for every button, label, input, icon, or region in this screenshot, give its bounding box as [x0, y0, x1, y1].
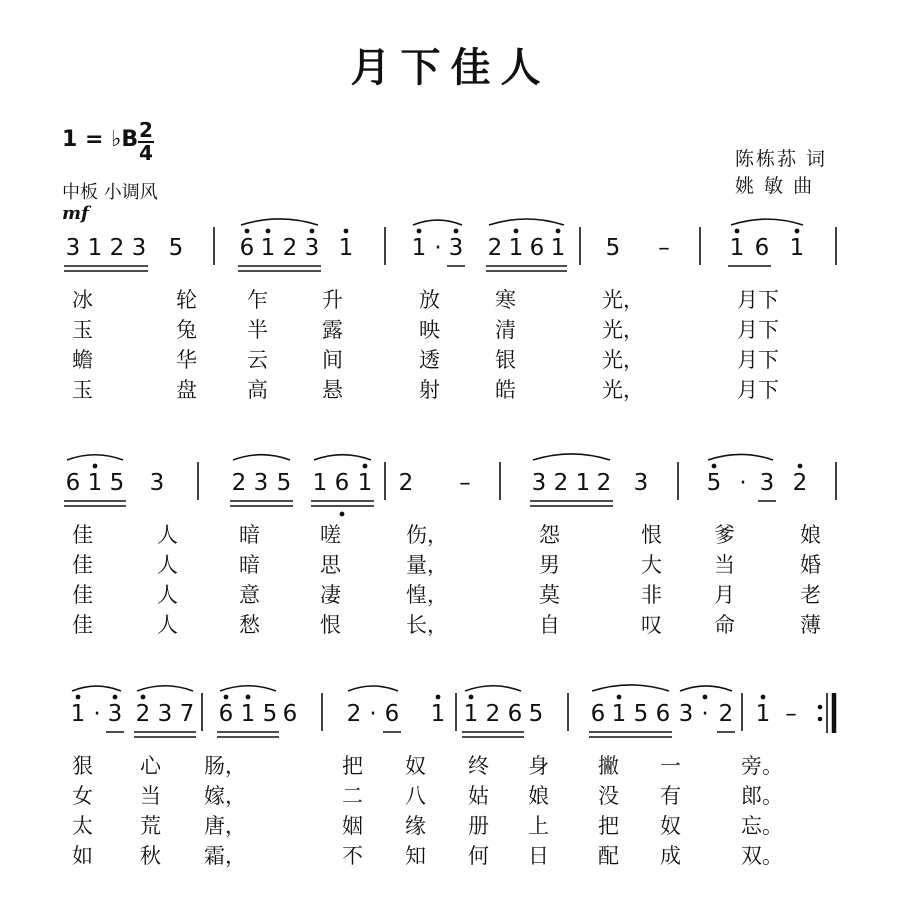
- repeat-dot: [818, 717, 823, 722]
- note: 1: [430, 701, 446, 727]
- lyric-syllable: 姻: [342, 814, 363, 838]
- lyric-syllable: 惶，: [406, 583, 448, 607]
- lyric-syllable: 透: [419, 348, 440, 372]
- note: 3: [253, 470, 269, 496]
- note: 2: [553, 470, 569, 496]
- lyric-syllable: 成: [660, 844, 681, 868]
- note: 1: [70, 701, 86, 727]
- octave-dot: [712, 464, 717, 469]
- note: 5: [276, 470, 292, 496]
- note: 5: [605, 235, 621, 261]
- slur: [533, 454, 610, 460]
- lyric-syllable: 姑: [468, 784, 489, 808]
- lyric-syllable: 如: [72, 844, 93, 868]
- lyric-syllable: 把: [342, 754, 363, 778]
- octave-dot: [141, 695, 146, 700]
- lyric-syllable: 非: [641, 583, 662, 607]
- lyric-syllable: 人: [157, 583, 178, 607]
- lyric-syllable: 云: [247, 348, 268, 372]
- lyric-syllable: 皓: [495, 378, 516, 402]
- lyric-syllable: 暗: [239, 553, 260, 577]
- note: 1: [463, 701, 479, 727]
- lyric-syllable: 高: [247, 378, 268, 402]
- lyric-syllable: 狠: [72, 754, 93, 778]
- lyric-syllable: 郎。: [741, 784, 783, 808]
- lyric-syllable: 霜，: [204, 844, 246, 868]
- octave-dot: [798, 464, 803, 469]
- lyric-syllable: 光，: [602, 288, 644, 312]
- lyric-syllable: 老: [800, 583, 821, 607]
- lyric-syllable: 月下: [737, 348, 779, 372]
- note: 1: [87, 470, 103, 496]
- lyric-syllable: 恨: [320, 613, 341, 637]
- lyric-syllable: 嫁，: [204, 784, 246, 808]
- lyric-syllable: 太: [72, 814, 93, 838]
- lyric-syllable: 露: [322, 318, 343, 342]
- note: 2: [109, 235, 125, 261]
- slur: [413, 220, 462, 225]
- note: 1: [240, 701, 256, 727]
- lyric-syllable: 当: [714, 553, 735, 577]
- lyric-syllable: 身: [528, 754, 549, 778]
- lyric-syllable: 冰: [72, 288, 93, 312]
- octave-dot: [113, 695, 118, 700]
- octave-dot: [735, 229, 740, 234]
- lyric-syllable: 佳: [72, 553, 93, 577]
- note: 6: [282, 701, 298, 727]
- lyric-syllable: 上: [528, 814, 549, 838]
- lyric-syllable: 大: [641, 553, 662, 577]
- note: 1: [755, 701, 771, 727]
- note: 6: [384, 701, 400, 727]
- note: 3: [448, 235, 464, 261]
- lyric-syllable: 不: [342, 844, 363, 868]
- lyric-syllable: 恨: [641, 523, 662, 547]
- lyric-syllable: 间: [322, 348, 343, 372]
- note: 3: [759, 470, 775, 496]
- lyric-syllable: 半: [247, 318, 268, 342]
- lyric-syllable: 唐，: [204, 814, 246, 838]
- note: 6: [529, 235, 545, 261]
- slur: [489, 219, 564, 225]
- note: ·: [434, 235, 442, 261]
- lyric-syllable: 册: [468, 814, 489, 838]
- lyric-syllable: 人: [157, 553, 178, 577]
- octave-dot: [266, 229, 271, 234]
- note: 2: [135, 701, 151, 727]
- note: 3: [633, 470, 649, 496]
- note: 5: [706, 470, 722, 496]
- slur: [592, 685, 669, 691]
- octave-dot: [795, 229, 800, 234]
- lyric-syllable: 轮: [176, 288, 197, 312]
- repeat-dot: [818, 705, 823, 710]
- octave-dot: [310, 229, 315, 234]
- note: 1: [508, 235, 524, 261]
- lyric-syllable: 心: [140, 754, 161, 778]
- note: 2: [596, 470, 612, 496]
- octave-dot: [514, 229, 519, 234]
- lyric-syllable: 兔: [176, 318, 197, 342]
- lyric-syllable: 放: [419, 288, 440, 312]
- slur: [241, 219, 318, 225]
- lyric-syllable: 光，: [602, 348, 644, 372]
- note: 3: [678, 701, 694, 727]
- lyric-syllable: 命: [714, 613, 735, 637]
- lyric-syllable: 华: [176, 348, 197, 372]
- note: 6: [507, 701, 523, 727]
- note: 1: [575, 470, 591, 496]
- lyric-syllable: 怨: [539, 523, 560, 547]
- lyric-syllable: 把: [598, 814, 619, 838]
- lyric-syllable: 女: [72, 784, 93, 808]
- note: 3: [531, 470, 547, 496]
- dynamic-marking: mf: [62, 203, 89, 224]
- note: 2: [346, 701, 362, 727]
- lyric-syllable: 奴: [405, 754, 426, 778]
- lyric-syllable: 忘。: [741, 814, 783, 838]
- lyric-syllable: 蟾: [72, 348, 93, 372]
- lyric-syllable: 人: [157, 523, 178, 547]
- note: 3: [157, 701, 173, 727]
- lyric-syllable: 配: [598, 844, 619, 868]
- slur: [731, 219, 803, 225]
- lyric-syllable: 清: [495, 318, 516, 342]
- note: 5: [109, 470, 125, 496]
- slur: [465, 686, 521, 691]
- song-title: 月下佳人: [350, 44, 551, 91]
- note: 1: [729, 235, 745, 261]
- note: 6: [334, 470, 350, 496]
- lyric-syllable: 知: [405, 844, 426, 868]
- lyric-syllable: 没: [598, 784, 619, 808]
- octave-dot: [761, 695, 766, 700]
- octave-dot: [344, 229, 349, 234]
- octave-dot: [556, 229, 561, 234]
- slur: [680, 686, 732, 691]
- note: ·: [93, 701, 101, 727]
- lyric-syllable: 月下: [737, 288, 779, 312]
- lyric-syllable: 射: [419, 378, 440, 402]
- octave-dot: [76, 695, 81, 700]
- octave-dot: [224, 695, 229, 700]
- note: 6: [239, 235, 255, 261]
- slur: [137, 686, 193, 691]
- note: 5: [528, 701, 544, 727]
- note: 5: [262, 701, 278, 727]
- note: 1: [550, 235, 566, 261]
- lyric-syllable: 悬: [322, 378, 343, 402]
- note: –: [459, 470, 471, 496]
- octave-dot: [245, 229, 250, 234]
- octave-dot: [436, 695, 441, 700]
- note: 3: [149, 470, 165, 496]
- note: 3: [304, 235, 320, 261]
- note: 1: [789, 235, 805, 261]
- key-signature: 1 = ♭B: [62, 127, 139, 152]
- note: ·: [739, 470, 747, 496]
- note: 1: [312, 470, 328, 496]
- slur: [348, 686, 398, 691]
- lyric-syllable: 寒: [495, 288, 516, 312]
- lyricist-credit: 陈栋荪 词: [735, 148, 828, 170]
- lyric-syllable: 盘: [176, 378, 197, 402]
- lyric-syllable: 人: [157, 613, 178, 637]
- note: ·: [369, 701, 377, 727]
- lyric-syllable: 银: [495, 348, 516, 372]
- note: 3: [107, 701, 123, 727]
- note: 2: [718, 701, 734, 727]
- note: 2: [231, 470, 247, 496]
- note: 3: [131, 235, 147, 261]
- note: 1: [260, 235, 276, 261]
- note: 1: [611, 701, 627, 727]
- lyric-syllable: 升: [322, 288, 343, 312]
- lyric-syllable: 意: [239, 583, 260, 607]
- lyric-syllable: 一: [660, 754, 681, 778]
- lyric-syllable: 光，: [602, 378, 644, 402]
- lyric-syllable: 日: [528, 844, 549, 868]
- lyric-syllable: 月下: [737, 318, 779, 342]
- octave-dot: [340, 512, 345, 517]
- slur: [72, 686, 121, 691]
- lyric-syllable: 娘: [800, 523, 821, 547]
- lyric-syllable: 二: [342, 784, 363, 808]
- lyric-syllable: 嗟: [320, 523, 341, 547]
- lyric-syllable: 佳: [72, 613, 93, 637]
- lyric-syllable: 莫: [539, 583, 560, 607]
- note: 2: [487, 235, 503, 261]
- octave-dot: [703, 695, 708, 700]
- lyric-syllable: 玉: [72, 318, 93, 342]
- slur: [220, 686, 276, 691]
- tempo-marking: 中板 小调风: [62, 182, 158, 203]
- lyric-syllable: 爹: [714, 523, 735, 547]
- octave-dot: [246, 695, 251, 700]
- lyric-syllable: 荒: [140, 814, 161, 838]
- octave-dot: [417, 229, 422, 234]
- note: 1: [87, 235, 103, 261]
- lyric-syllable: 当: [140, 784, 161, 808]
- lyric-syllable: 叹: [641, 613, 662, 637]
- note: ·: [701, 701, 709, 727]
- lyric-syllable: 撇: [598, 754, 619, 778]
- lyric-syllable: 月: [714, 583, 735, 607]
- octave-dot: [93, 464, 98, 469]
- time-signature-bottom: 4: [139, 141, 153, 165]
- note: –: [785, 701, 797, 727]
- lyric-syllable: 秋: [140, 844, 161, 868]
- slur: [314, 455, 371, 460]
- lyric-syllable: 肠，: [204, 754, 246, 778]
- lyric-syllable: 娘: [528, 784, 549, 808]
- lyric-syllable: 自: [539, 613, 560, 637]
- note: 1: [338, 235, 354, 261]
- note: 3: [65, 235, 81, 261]
- lyric-syllable: 佳: [72, 583, 93, 607]
- octave-dot: [469, 695, 474, 700]
- lyric-syllable: 玉: [72, 378, 93, 402]
- lyric-syllable: 佳: [72, 523, 93, 547]
- lyric-syllable: 婚: [800, 553, 821, 577]
- lyric-syllable: 终: [468, 754, 489, 778]
- lyric-syllable: 愁: [239, 613, 260, 637]
- lyric-syllable: 薄: [800, 613, 821, 637]
- note: 6: [655, 701, 671, 727]
- lyric-syllable: 伤，: [406, 523, 448, 547]
- lyric-syllable: 量，: [406, 553, 448, 577]
- note: 6: [218, 701, 234, 727]
- octave-dot: [363, 464, 368, 469]
- note: 2: [485, 701, 501, 727]
- note: 5: [168, 235, 184, 261]
- note: 6: [754, 235, 770, 261]
- note: 2: [282, 235, 298, 261]
- note: 5: [633, 701, 649, 727]
- octave-dot: [454, 229, 459, 234]
- lyric-syllable: 奴: [660, 814, 681, 838]
- lyric-syllable: 思: [320, 553, 341, 577]
- lyric-syllable: 光，: [602, 318, 644, 342]
- slur: [67, 455, 123, 460]
- lyric-syllable: 暗: [239, 523, 260, 547]
- lyric-syllable: 双。: [741, 844, 783, 868]
- lyric-syllable: 凄: [320, 583, 341, 607]
- note: 7: [179, 701, 195, 727]
- lyric-syllable: 月下: [737, 378, 779, 402]
- lyric-syllable: 长，: [406, 613, 448, 637]
- lyric-syllable: 缘: [405, 814, 426, 838]
- lyric-syllable: 八: [405, 784, 426, 808]
- note: –: [658, 235, 670, 261]
- lyric-syllable: 乍: [247, 288, 268, 312]
- note: 2: [792, 470, 808, 496]
- lyric-syllable: 映: [419, 318, 440, 342]
- slur: [233, 455, 290, 460]
- octave-dot: [617, 695, 622, 700]
- time-signature-top: 2: [139, 118, 153, 142]
- slur: [708, 454, 773, 460]
- lyric-syllable: 何: [468, 844, 489, 868]
- note: 6: [65, 470, 81, 496]
- note: 2: [398, 470, 414, 496]
- lyric-syllable: 男: [539, 553, 560, 577]
- note: 6: [590, 701, 606, 727]
- note: 1: [357, 470, 373, 496]
- composer-credit: 姚 敏 曲: [735, 175, 815, 197]
- note: 1: [411, 235, 427, 261]
- lyric-syllable: 有: [660, 784, 681, 808]
- lyric-syllable: 旁。: [741, 754, 783, 778]
